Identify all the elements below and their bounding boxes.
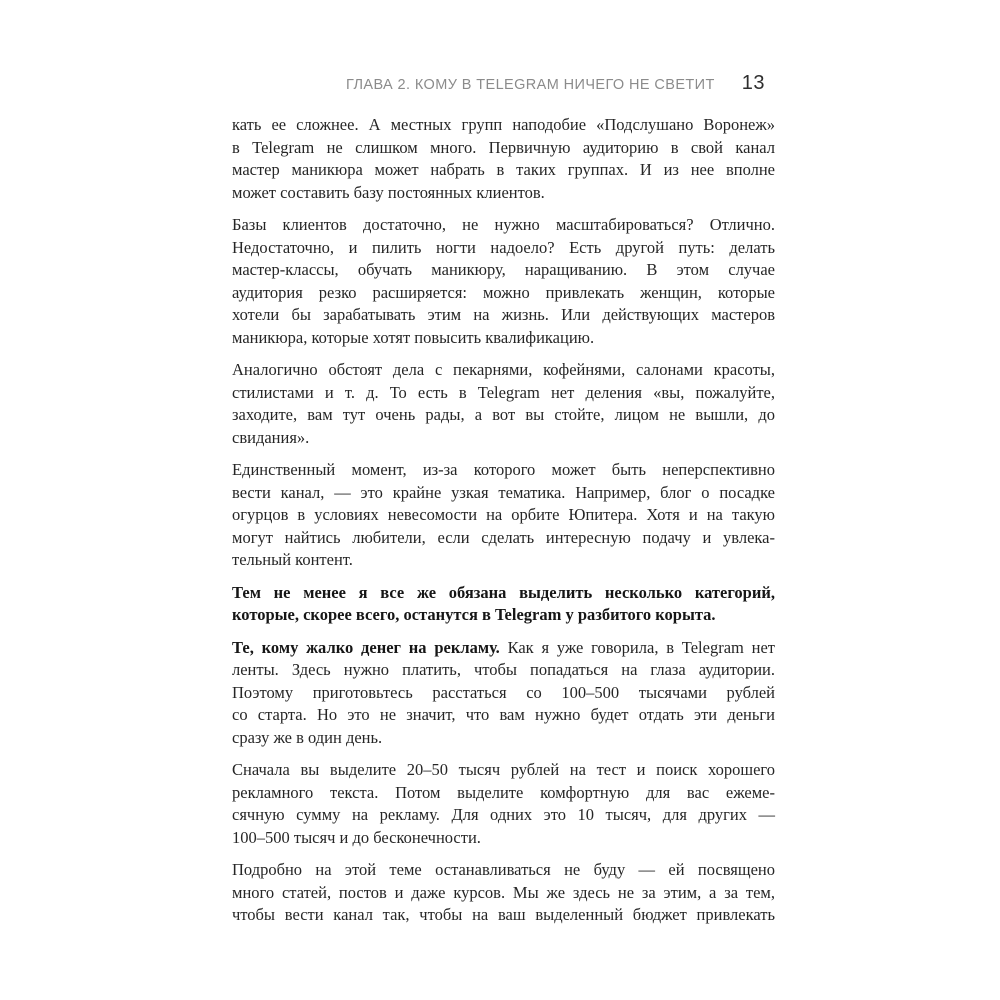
text-line: Подробно на этой теме останавливаться не буду — ей посвящено [232,860,775,879]
text-line: 100–500 тысяч и до бесконечности. [232,827,481,847]
text-line: Базы клиентов достаточно, не нужно масштабироваться? Отлично. [232,215,775,234]
text-line: свидания». [232,427,310,447]
paragraph [232,637,775,750]
text-line: вести канал, — это крайне узкая тематика. Например, блог о посадке [232,482,775,502]
text-line: много статей, постов и даже курсов. Мы же здесь не за этим, а за тем, [232,882,775,902]
text-line: хотели бы зарабатывать этим на жизнь. Или действующих мастеров [232,305,775,324]
text-line: со старта. Но это не значит, что вам нужно будет отдать эти деньги [232,705,775,724]
text-line: Единственный момент, из-за которого может быть неперспективно [232,460,775,479]
text-line: Сначала вы выделите 20–50 тысяч рублей на тест и поиск хорошего [232,760,775,779]
text-line: мастер маникюра может набрать в таких группах. И из нее вполне [232,160,775,179]
text-line: Поэтому приготовьтесь расстаться со 100–500 тысячами рублей [232,682,775,702]
text-line: Аналогично обстоят дела с пекарнями, кофейнями, салонами красоты, [232,360,775,379]
text-line: маникюра, которые хотят повысить квалификацию. [232,327,595,347]
paragraph [232,114,775,204]
text-line: может составить базу постоянных клиентов. [232,182,545,202]
text-line: которые, скорее всего, останутся в Telegram у разбитого корыта. [232,605,716,624]
page-number: 13 [741,72,765,94]
paragraph [232,759,775,849]
running-header [232,72,775,95]
text-line: кать ее сложнее. А местных групп наподобие «Подслушано Воронеж» [232,115,775,134]
chapter-title: ГЛАВА 2. КОМУ В TELEGRAM НИЧЕГО НЕ СВЕТИТ [346,77,715,93]
paragraph [232,459,775,572]
paragraph [232,214,775,349]
text-line: сразу же в один день. [232,727,383,747]
text-line: в Telegram не слишком много. Первичную аудиторию в свой канал [232,137,775,157]
paragraph [232,582,775,627]
text-line: тельный контент. [232,550,353,569]
text-line: ленты. Здесь нужно платить, чтобы попадаться на глаза аудитории. [232,660,775,679]
paragraph-lead: Те, кому жалко денег на рекламу. [232,637,500,657]
text-line: огурцов в условиях невесомости на орбите Юпитера. Хотя и на такую [232,505,775,524]
text-line: аудитория резко расширяется: можно привлекать женщин, которые [232,282,775,302]
text-line: заходите, вам тут очень рады, а вот вы стойте, лицом не вышли, до [232,405,775,424]
text-line: Тем не менее я все же обязана выделить несколько категорий, [232,582,775,602]
text-line: стилистами и т. д. То есть в Telegram нет деления «вы, пожалуйте, [232,382,775,402]
text-line: Недостаточно, и пилить ногти надоело? Есть другой путь: делать [232,237,775,257]
text-line: могут найтись любители, если сделать интересную подачу и увлека- [232,527,775,547]
text-line: мастер-классы, обучать маникюру, наращиванию. В этом случае [232,260,775,279]
paragraph [232,359,775,449]
paragraph [232,859,775,927]
text-block [232,114,775,927]
text-line: сячную сумму на рекламу. Для одних это 10 тысяч, для других — [232,805,775,824]
text-line: рекламного текста. Потом выделите комфортную для вас ежеме- [232,782,775,802]
text-line: Те, кому жалко денег на рекламу. Как я уже говорила, в Telegram нет [232,637,775,657]
text-line: чтобы вести канал так, чтобы на ваш выделенный бюджет привлекать [232,905,775,924]
